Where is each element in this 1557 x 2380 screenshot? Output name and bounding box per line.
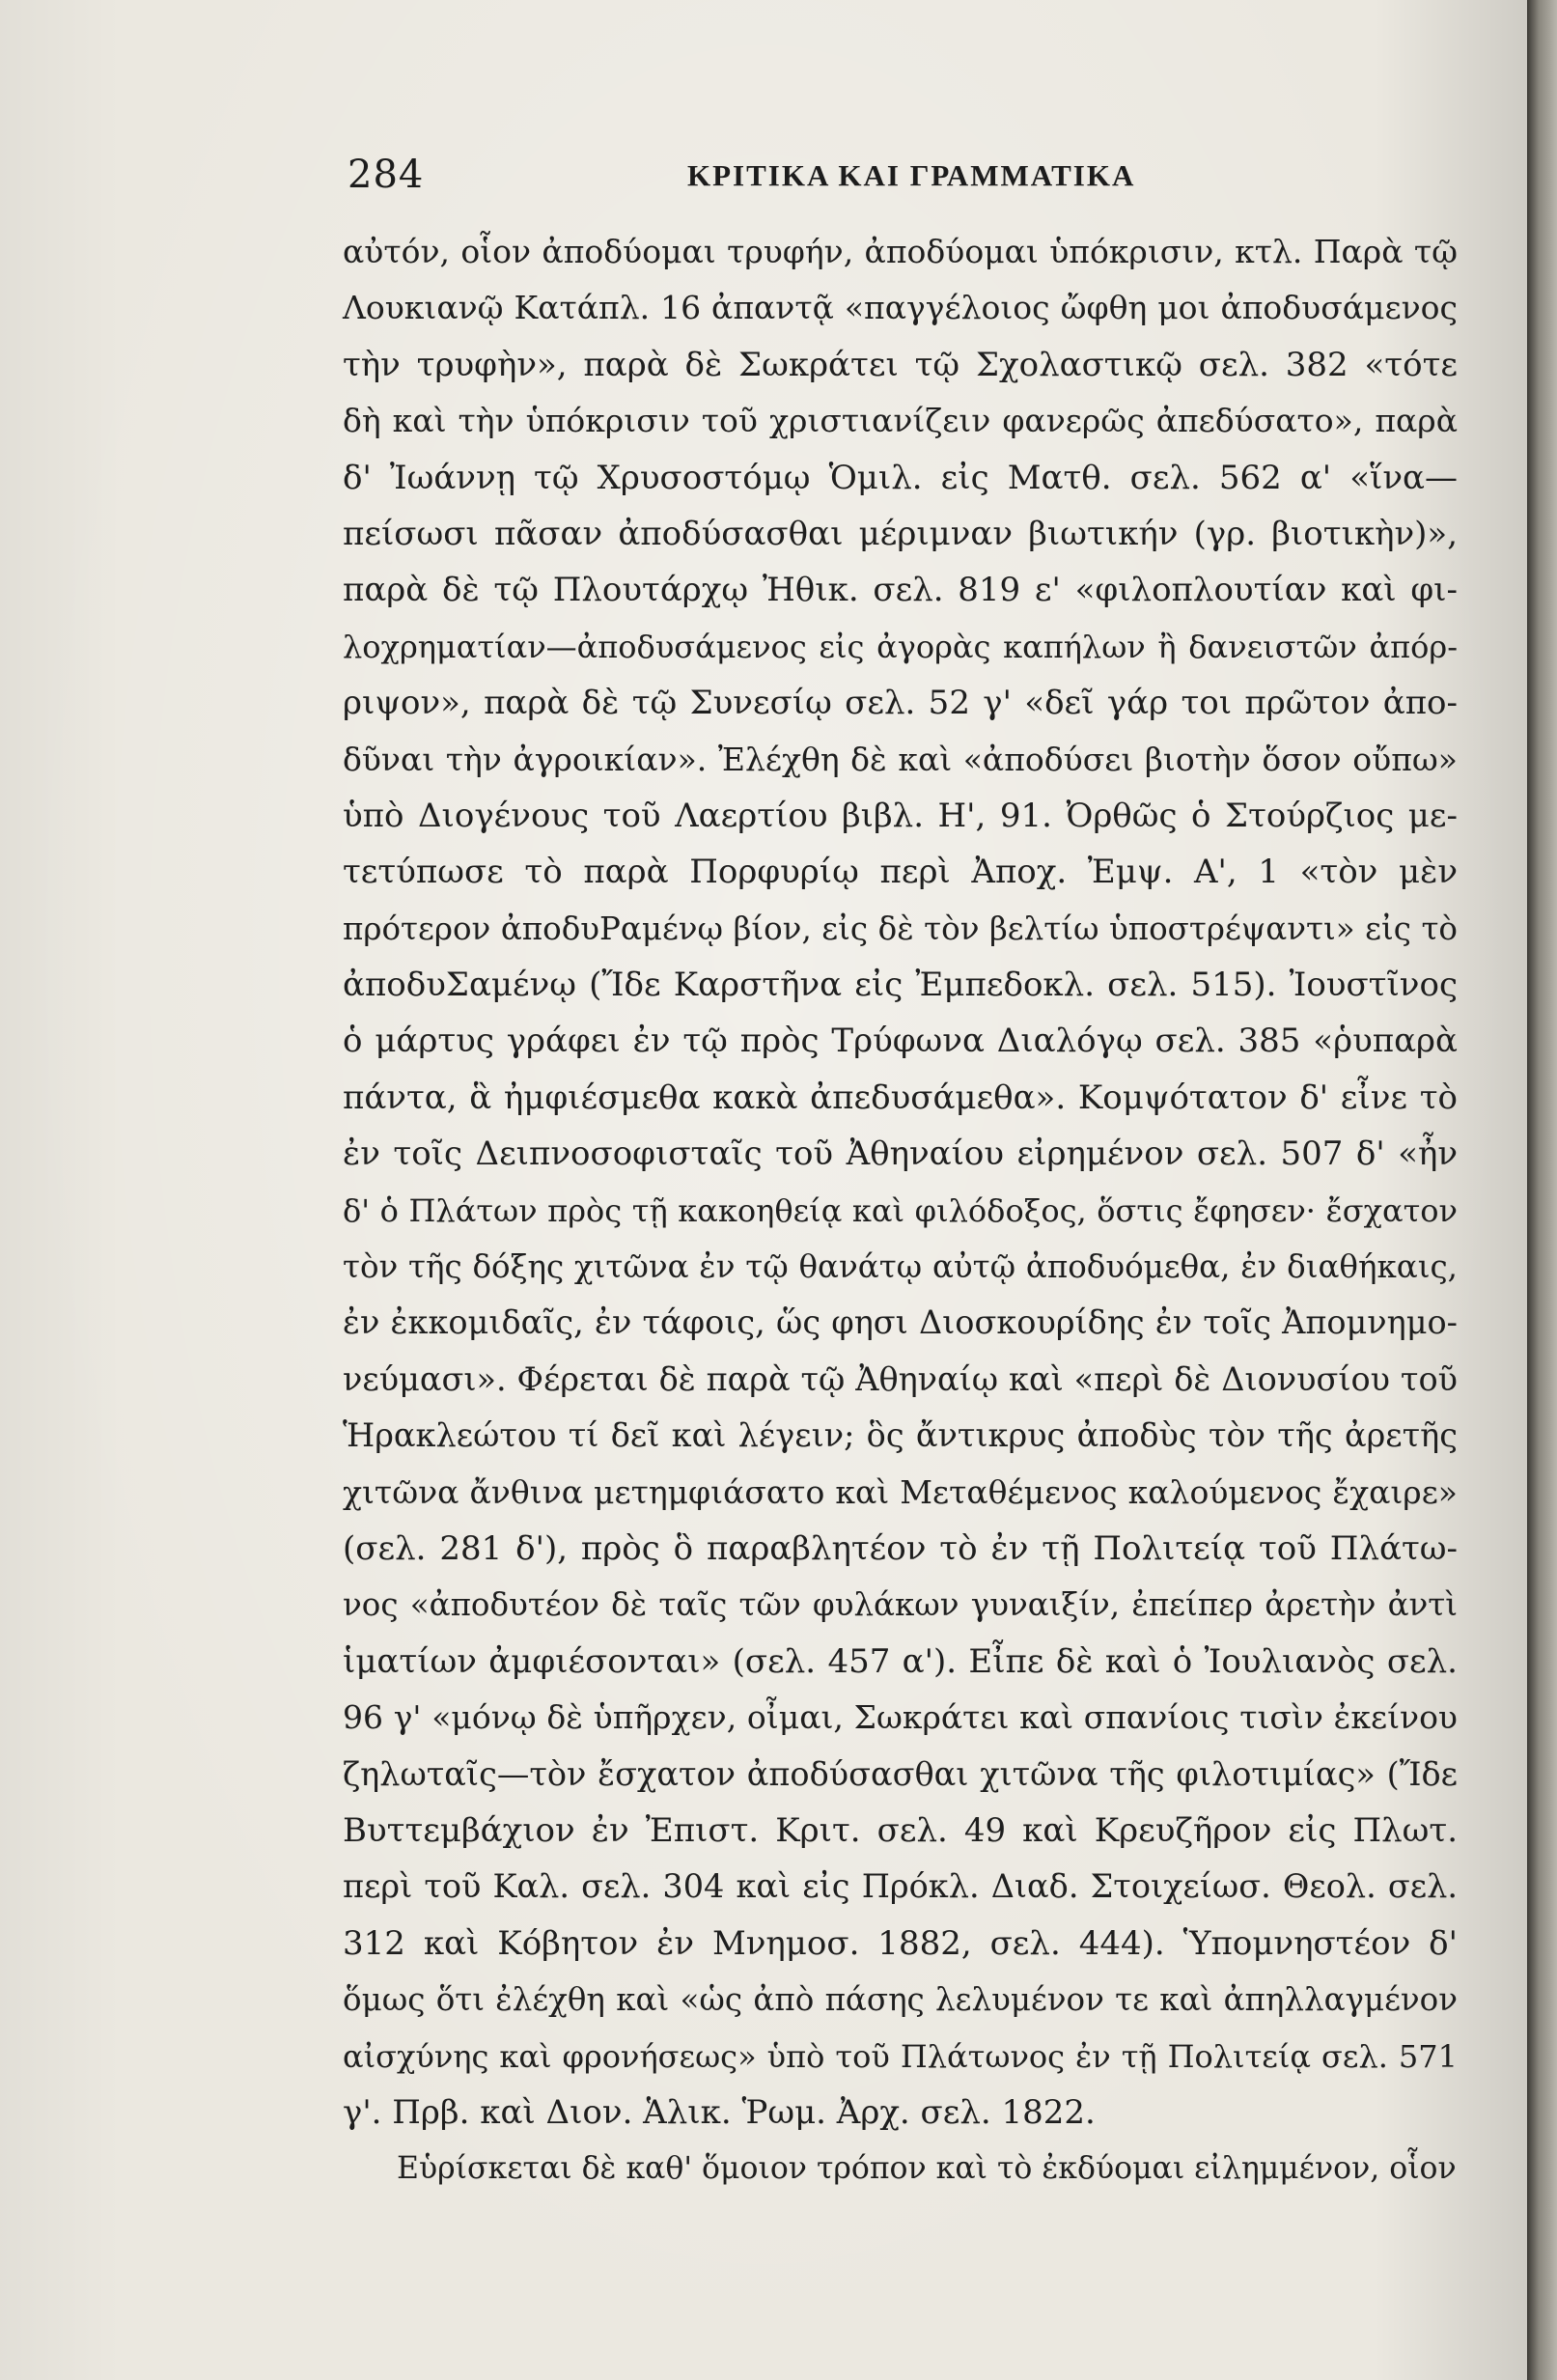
page-number: 284 bbox=[348, 153, 425, 197]
text-line: γ'. Πρβ. καὶ Διον. Ἁλικ. Ῥωμ. Ἀρχ. σελ. 1822. bbox=[343, 2092, 1096, 2132]
text-line: πρότερον ἀποδυΡαμένῳ βίον, εἰς δὲ τὸν βελτίω ὑποστρέψαντι» εἰς τὸ bbox=[343, 910, 1458, 947]
text-line: ζηλωταῖς—τὸν ἔσχατον ἀποδύσασθαι χιτῶνα τῆς φιλοτιμίας» (Ἴδε bbox=[343, 1754, 1458, 1793]
text-line: δ' ὁ Πλάτων πρὸς τῇ κακοηθείᾳ καὶ φιλόδοξος, ὅστις ἔφησεν· ἔσχατον bbox=[343, 1191, 1458, 1229]
text-line: Βυττεμβάχιον ἐν Ἐπιστ. Κριτ. σελ. 49 καὶ Κρευζῆρον εἰς Πλωτ. bbox=[343, 1810, 1458, 1850]
text-line: ριψον», παρὰ δὲ τῷ Συνεσίῳ σελ. 52 γ' «δεῖ γάρ τοι πρῶτον ἀπο- bbox=[343, 684, 1458, 723]
text-line: αὐτόν, οἷον ἀποδύομαι τρυφήν, ἀποδύομαι ὑπόκρισιν, κτλ. Παρὰ τῷ bbox=[343, 233, 1458, 270]
text-line: τὸν τῆς δόξης χιτῶνα ἐν τῷ θανάτῳ αὐτῷ ἀποδυόμεθα, ἐν διαθήκαις, bbox=[343, 1248, 1458, 1286]
text-line: ἐν τοῖς Δειπνοσοφισταῖς τοῦ Ἀθηναίου εἰρημένον σελ. 507 δ' «ἦν bbox=[343, 1134, 1458, 1174]
text-line: δὴ καὶ τὴν ὑπόκρισιν τοῦ χριστιανίζειν φανερῶς ἀπεδύσατο», παρὰ bbox=[343, 402, 1458, 440]
text-line: παρὰ δὲ τῷ Πλουτάρχῳ Ἠθικ. σελ. 819 ε' «φιλοπλουτίαν καὶ φι- bbox=[343, 571, 1458, 610]
text-line: ὁ μάρτυς γράφει ἐν τῷ πρὸς Τρύφωνα Διαλόγῳ σελ. 385 «ῥυπαρὰ bbox=[343, 1022, 1458, 1061]
text-line: Εὑρίσκεται δὲ καθ' ὅμοιον τρόπον καὶ τὸ ἐκδύομαι εἰλημμένον, οἷον bbox=[397, 2151, 1457, 2187]
text-line: νεύμασι». Φέρεται δὲ παρὰ τῷ Ἀθηναίῳ καὶ «περὶ δὲ Διονυσίου τοῦ bbox=[343, 1359, 1458, 1398]
text-line: (σελ. 281 δ'), πρὸς ὃ παραβλητέον τὸ ἐν τῇ Πολιτείᾳ τοῦ Πλάτω- bbox=[343, 1528, 1458, 1568]
text-line: 312 καὶ Κόβητον ἐν Μνημοσ. 1882, σελ. 444). Ὑπομνηστέον δ' bbox=[343, 1923, 1458, 1963]
text-line: πείσωσι πᾶσαν ἀποδύσασθαι μέριμναν βιωτικήν (γρ. βιοτικὴν)», bbox=[343, 514, 1458, 553]
text-line: δῦναι τὴν ἀγροικίαν». Ἐλέχθη δὲ καὶ «ἀποδύσει βιοτὴν ὅσον οὔπω» bbox=[343, 740, 1458, 778]
text-line: ἀποδυΣαμένῳ (Ἴδε Καρστῆνα εἰς Ἐμπεδοκλ. σελ. 515). Ἰουστῖνος bbox=[343, 966, 1458, 1005]
text-line: 96 γ' «μόνῳ δὲ ὑπῆρχεν, οἶμαι, Σωκράτει καὶ σπανίοις τισὶν ἐκείνου bbox=[343, 1698, 1458, 1737]
page-header bbox=[348, 153, 1313, 201]
text-line: Ἡρακλεώτου τί δεῖ καὶ λέγειν; ὃς ἄντικρυς ἀποδὺς τὸν τῆς ἀρετῆς bbox=[343, 1416, 1458, 1455]
page-edge-shadow bbox=[1527, 0, 1557, 2380]
text-line: Λουκιανῷ Κατάπλ. 16 ἀπαντᾷ «παγγέλοιος ὤφθη μοι ἀποδυσάμενος bbox=[343, 289, 1458, 327]
text-line: ἱματίων ἀμφιέσονται» (σελ. 457 α'). Εἶπε δὲ καὶ ὁ Ἰουλιανὸς σελ. bbox=[343, 1641, 1458, 1681]
text-line: περὶ τοῦ Καλ. σελ. 304 καὶ εἰς Πρόκλ. Διαδ. Στοιχείωσ. Θεολ. σελ. bbox=[343, 1867, 1458, 1906]
text-line: νος «ἀποδυτέον δὲ ταῖς τῶν φυλάκων γυναιξίν, ἐπείπερ ἀρετὴν ἀντὶ bbox=[343, 1586, 1458, 1624]
text-line: ὅμως ὅτι ἐλέχθη καὶ «ὡς ἀπὸ πάσης λελυμένον τε καὶ ἀπηλλαγμένον bbox=[343, 1981, 1458, 2019]
text-line: ἐν ἐκκομιδαῖς, ἐν τάφοις, ὥς φησι Διοσκουρίδης ἐν τοῖς Ἀπομνημο- bbox=[343, 1303, 1458, 1342]
text-line: τὴν τρυφὴν», παρὰ δὲ Σωκράτει τῷ Σχολαστικῷ σελ. 382 «τότε bbox=[343, 345, 1458, 384]
text-line: ὑπὸ Διογένους τοῦ Λαερτίου βιβλ. Η', 91. Ὀρθῶς ὁ Στούρζιος με- bbox=[343, 796, 1458, 835]
running-head: ΚΡΙΤΙΚΑ ΚΑΙ ΓΡΑΜΜΑΤΙΚΑ bbox=[687, 158, 1136, 192]
text-line: τετύπωσε τὸ παρὰ Πορφυρίῳ περὶ Ἀποχ. Ἐμψ. Α', 1 «τὸν μὲν bbox=[343, 853, 1458, 892]
text-line: λοχρηματίαν—ἀποδυσάμενος εἰς ἀγορὰς καπήλων ἢ δανειστῶν ἀπόρ- bbox=[343, 628, 1458, 665]
body-text bbox=[343, 224, 1458, 2198]
text-line: πάντα, ἃ ἠμφιέσμεθα κακὰ ἀπεδυσάμεθα». Κομψότατον δ' εἶνε τὸ bbox=[343, 1078, 1458, 1117]
text-line: αἰσχύνης καὶ φρονήσεως» ὑπὸ τοῦ Πλάτωνος ἐν τῇ Πολιτείᾳ σελ. 571 bbox=[343, 2037, 1458, 2075]
text-line: δ' Ἰωάννῃ τῷ Χρυσοστόμῳ Ὁμιλ. εἰς Ματθ. σελ. 562 α' «ἵνα— bbox=[343, 458, 1458, 497]
text-line: χιτῶνα ἄνθινα μετημφιάσατο καὶ Μεταθέμενος καλούμενος ἔχαιρε» bbox=[343, 1472, 1458, 1511]
